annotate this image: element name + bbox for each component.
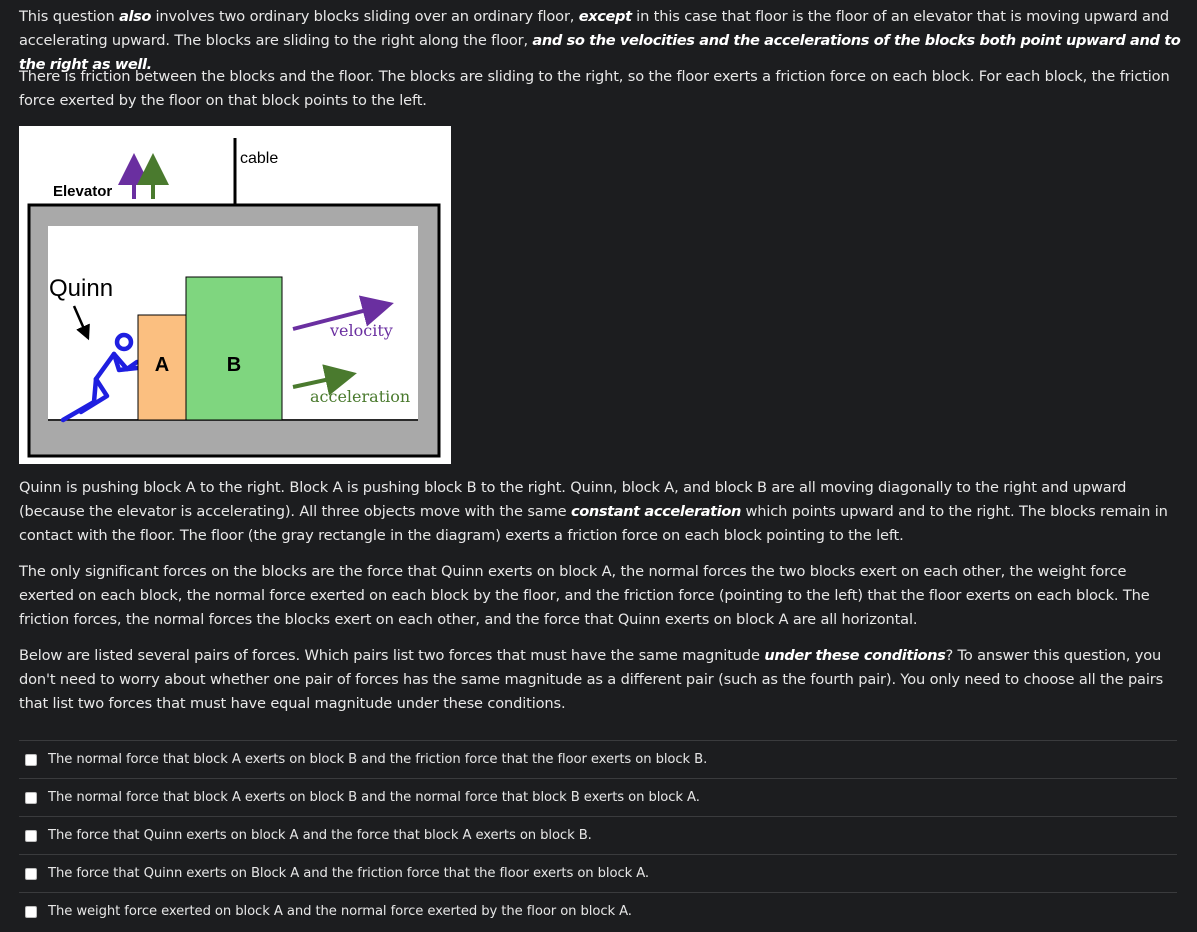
block-b-label: B — [226, 354, 242, 376]
emphasis-velocity-statement: and so the velocities and the accelerations of the blocks both point upward and to the right as well. — [19, 32, 1181, 73]
choice-item[interactable] — [19, 778, 1177, 816]
person-label: Quinn — [49, 275, 114, 302]
text-segment: ? To answer this question, you don't need to worry about whether one pair of forces has the same magnitude as a different pair (such as the fourth pair). You only need to choose all the pairs that list two forces that must have equal magnitude under these conditions. — [19, 647, 1164, 712]
answer-choices — [19, 740, 1177, 930]
choice-item[interactable] — [19, 892, 1177, 930]
choice-item[interactable] — [19, 854, 1177, 892]
choice-checkbox[interactable] — [25, 868, 37, 880]
block-b — [186, 277, 282, 420]
emphasis-also: also — [119, 8, 152, 25]
choice-label: The normal force that block A exerts on block B and the normal force that block B exerts on block A. — [48, 789, 700, 805]
text-segment: in this case that floor is the floor of an elevator that is moving upward and accelerating upward. The blocks are sliding to the right along the floor, — [19, 8, 1170, 49]
choice-item[interactable] — [19, 740, 1177, 778]
question-paragraph — [19, 644, 1184, 716]
acceleration-label: acceleration — [310, 387, 411, 406]
choice-checkbox[interactable] — [25, 906, 37, 918]
text-segment: involves two ordinary blocks sliding over an ordinary floor, — [151, 8, 579, 25]
emphasis-except: except — [578, 8, 632, 25]
cable-label: cable — [240, 150, 279, 167]
forces-paragraph: The only significant forces on the blocks are the force that Quinn exerts on block A, the normal forces the two blocks exert on each other, the weight force exerted on each block, the normal force exerted on each block by the floor, and the friction force (pointing to the left) that the floor exerts on each block. The friction forces, the normal forces the blocks exert on each other, and the force that Quinn exerts on block A are all horizontal. — [19, 563, 1150, 628]
diagram-svg — [19, 126, 451, 464]
choice-label: The normal force that block A exerts on block B and the friction force that the floor exerts on block B. — [48, 751, 708, 767]
emphasis-constant-acceleration: constant acceleration — [570, 503, 741, 520]
choice-checkbox[interactable] — [25, 830, 37, 842]
block-a-label: A — [154, 354, 170, 376]
choice-label: The weight force exerted on block A and the normal force exerted by the floor on block A. — [48, 903, 632, 919]
text-segment: which points upward and to the right. The blocks remain in contact with the floor. The floor (the gray rectangle in the diagram) exerts a friction force on each block pointing to the left. — [19, 503, 1168, 544]
intro-paragraph-2: There is friction between the blocks and the floor. The blocks are sliding to the right, so the floor exerts a friction force on each block. For each block, the friction force exerted by the floor on that block points to the left. — [19, 68, 1170, 109]
scenario-paragraph — [19, 476, 1184, 548]
elevator-label: Elevator — [53, 183, 113, 200]
choice-label: The force that Quinn exerts on block A and the force that block A exerts on block B. — [48, 827, 592, 843]
text-segment: This question — [19, 8, 120, 25]
elevator-diagram — [19, 126, 451, 464]
velocity-label: velocity — [330, 321, 393, 340]
choice-checkbox[interactable] — [25, 792, 37, 804]
choice-item[interactable] — [19, 816, 1177, 854]
text-segment: Below are listed several pairs of forces. Which pairs list two forces that must have the same magnitude — [19, 647, 765, 664]
choice-label: The force that Quinn exerts on Block A and the friction force that the floor exerts on block A. — [48, 865, 650, 881]
emphasis-conditions: under these conditions — [764, 647, 946, 664]
choice-checkbox[interactable] — [25, 754, 37, 766]
text-segment: Quinn is pushing block A to the right. Block A is pushing block B to the right. Quinn, block A, and block B are all moving diagonally to the right and upward (because the elevator is accelerating). All three objects move with the same — [19, 479, 1127, 520]
